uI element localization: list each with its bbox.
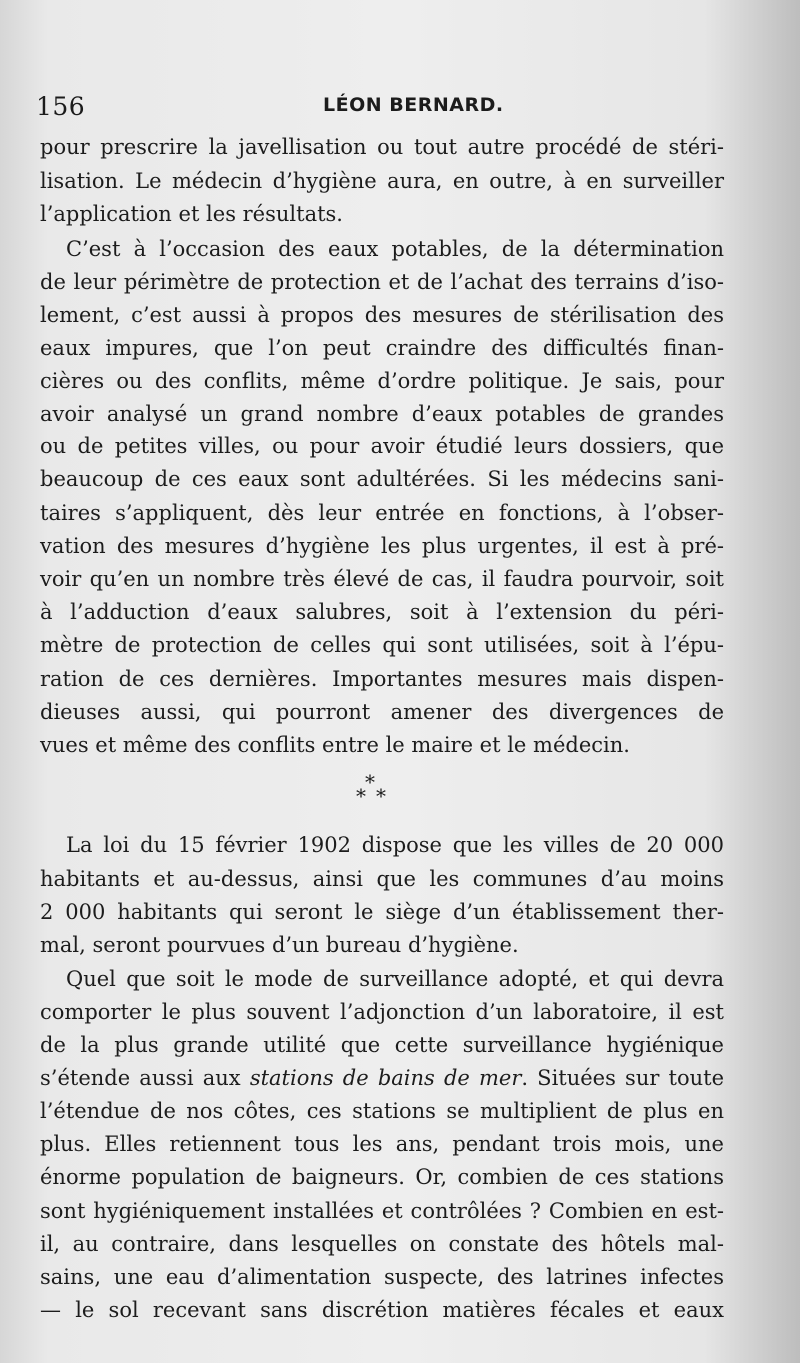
text-line: dieuses aussi, qui pourront amener des divergences de [40, 700, 724, 724]
section-break-asterisks [350, 772, 400, 812]
text-line: lisation. Le médecin d’hygiène aura, en outre, à en surveiller [40, 169, 724, 193]
asterisk: * [356, 784, 366, 808]
text-line: l’étendue de nos côtes, ces stations se multiplient de plus en [40, 1099, 724, 1123]
text-line: La loi du 15 février 1902 dispose que les villes de 20 000 [66, 833, 724, 857]
text-line: plus. Elles retiennent tous les ans, pendant trois mois, une [40, 1132, 724, 1156]
text-line: Quel que soit le mode de surveillance adopté, et qui devra [66, 967, 724, 991]
text-line: — le sol recevant sans discrétion matières fécales et eaux [40, 1298, 724, 1322]
text-line [40, 1065, 724, 1091]
text-segment: . Situées sur toute [521, 1066, 725, 1090]
text-line: ou de petites villes, ou pour avoir étudié leurs dossiers, que [40, 434, 724, 458]
text-line: mètre de protection de celles qui sont utilisées, soit à l’épu- [40, 633, 724, 657]
text-line: eaux impures, que l’on peut craindre des difficultés finan- [40, 336, 724, 360]
text-line: vues et même des conflits entre le maire et le médecin. [40, 733, 630, 757]
text-line: de leur périmètre de protection et de l’achat des terrains d’iso- [40, 270, 724, 294]
text-line: voir qu’en un nombre très élevé de cas, il faudra pourvoir, soit [40, 567, 724, 591]
text-line: mal, seront pourvues d’un bureau d’hygiène. [40, 933, 519, 957]
text-line: taires s’appliquent, dès leur entrée en fonctions, à l’obser- [40, 501, 724, 525]
asterisk: * [376, 784, 386, 808]
page-number: 156 [36, 92, 86, 121]
text-line: habitants et au-dessus, ainsi que les communes d’au moins [40, 867, 724, 891]
italic-phrase: stations de bains de mer [249, 1066, 522, 1090]
text-line: sains, une eau d’alimentation suspecte, des latrines infectes [40, 1265, 724, 1289]
text-line: énorme population de baigneurs. Or, combien de ces stations [40, 1165, 724, 1189]
text-line: sont hygiéniquement installées et contrôlées ? Combien en est- [40, 1199, 724, 1223]
running-head: LÉON BERNARD. [323, 94, 504, 116]
text-line: lement, c’est aussi à propos des mesures de stérilisation des [40, 303, 724, 327]
text-line: de la plus grande utilité que cette surveillance hygiénique [40, 1033, 724, 1057]
text-line: à l’adduction d’eaux salubres, soit à l’extension du péri- [40, 600, 724, 624]
text-line: beaucoup de ces eaux sont adultérées. Si les médecins sani- [40, 467, 724, 491]
text-line: avoir analysé un grand nombre d’eaux potables de grandes [40, 402, 724, 426]
text-line: ration de ces dernières. Importantes mesures mais dispen- [40, 667, 724, 691]
text-line: cières ou des conflits, même d’ordre politique. Je sais, pour [40, 369, 724, 393]
text-line: pour prescrire la javellisation ou tout autre procédé de stéri- [40, 135, 724, 159]
text-line: il, au contraire, dans lesquelles on constate des hôtels mal- [40, 1232, 724, 1256]
text-line: vation des mesures d’hygiène les plus urgentes, il est à pré- [40, 534, 724, 558]
page-header [36, 92, 726, 128]
asterisk: * [365, 770, 375, 794]
text-line: 2 000 habitants qui seront le siège d’un établissement ther- [40, 900, 724, 924]
text-segment: s’étende aussi aux [40, 1066, 250, 1090]
text-line: comporter le plus souvent l’adjonction d’un laboratoire, il est [40, 1000, 724, 1024]
text-line: C’est à l’occasion des eaux potables, de la détermination [66, 237, 724, 261]
text-line: l’application et les résultats. [40, 202, 343, 226]
